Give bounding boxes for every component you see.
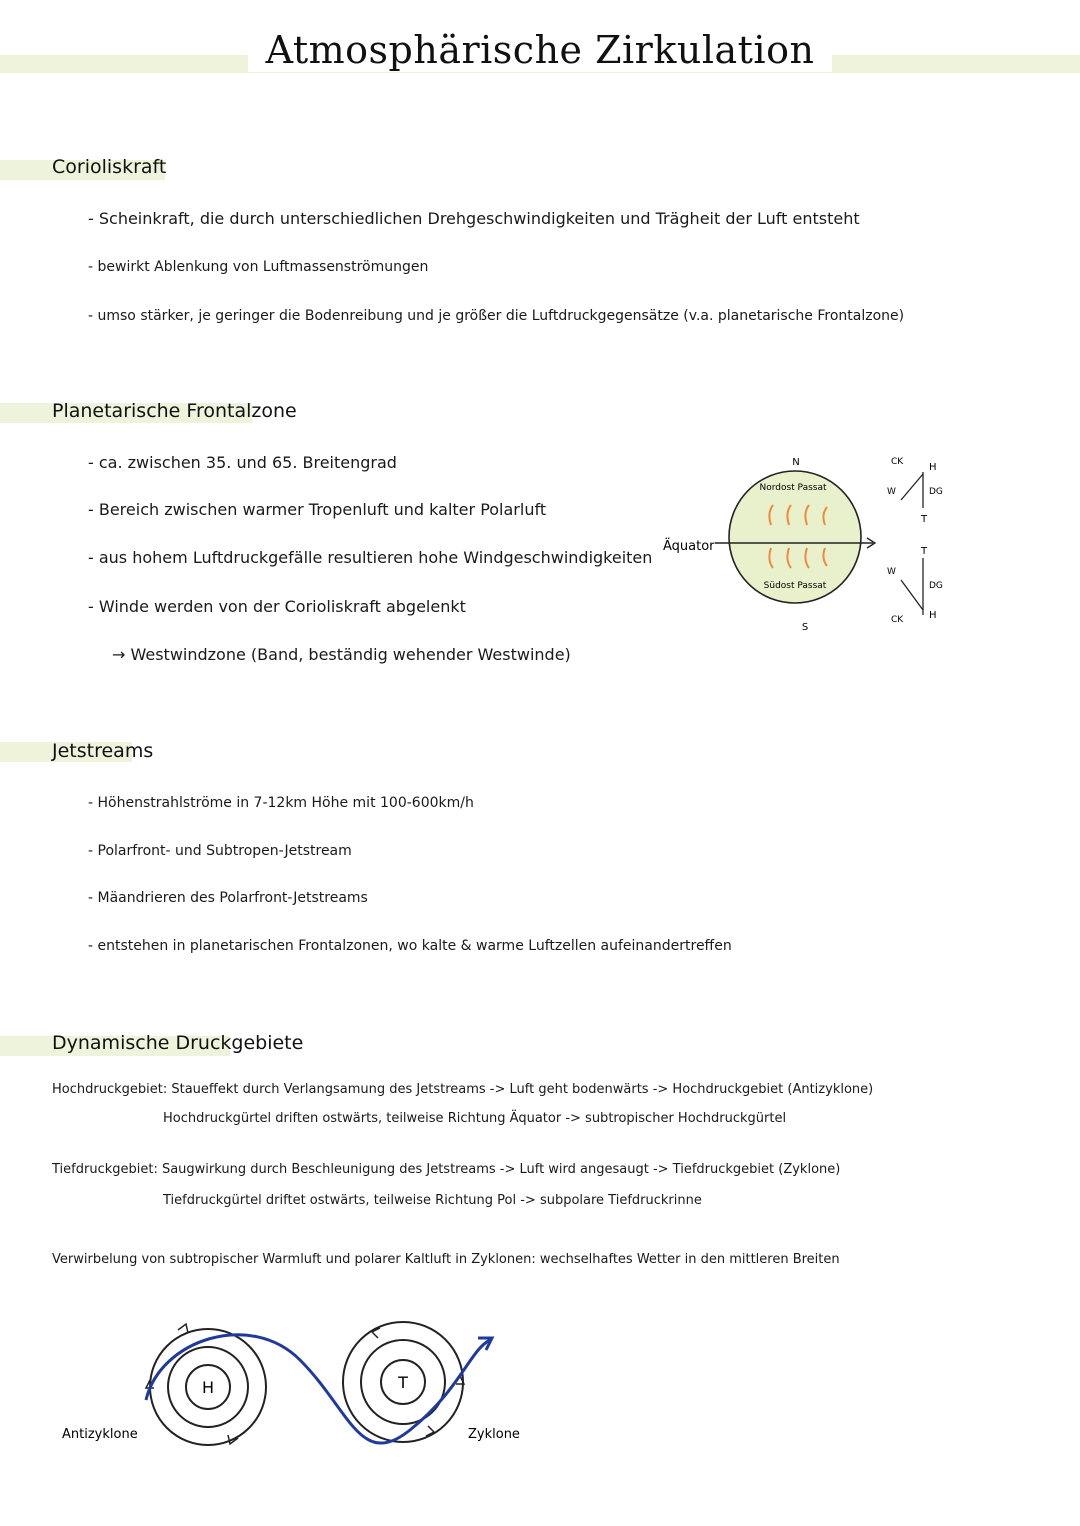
high-pressure-line-1: Hochdruckgebiet: Staueffekt durch Verlangsamung des Jetstreams -> Luft geht bodenwärts -> Hochdruckgebiet (Antizyklone) (52, 1082, 874, 1097)
coriolis-bullet-2: - bewirkt Ablenkung von Luftmassenströmungen (88, 259, 429, 275)
low-pressure-line-1: Tiefdruckgebiet: Saugwirkung durch Beschleunigung des Jetstreams -> Luft wird angesaugt -> Tiefdruckgebiet (Zyklone) (52, 1162, 841, 1177)
heading-jetstreams: Jetstreams (52, 740, 154, 762)
ck-label-top: CK (891, 457, 904, 467)
w-label-top: W (887, 487, 896, 497)
north-east-trade-label: Nordost Passat (759, 483, 827, 493)
ck-vector-top (901, 474, 923, 500)
pressure-systems-diagram (50, 1320, 570, 1470)
summary-line: Verwirbelung von subtropischer Warmluft und polarer Kaltluft in Zyklonen: wechselhaftes Wetter in den mittleren Breiten (52, 1252, 840, 1267)
coriolis-bullet-1: - Scheinkraft, die durch unterschiedlichen Drehgeschwindigkeiten und Trägheit der Luft entsteht (88, 209, 860, 228)
coriolis-bullet-3: - umso stärker, je geringer die Bodenreibung und je größer die Luftdruckgegensätze (v.a. planetarische Frontalzone) (88, 308, 905, 324)
low-pressure-symbol: T (398, 1373, 408, 1392)
page-title: Atmosphärische Zirkulation (0, 28, 1080, 72)
anticyclone-label: Antizyklone (62, 1427, 138, 1442)
dg-label-top: DG (929, 487, 943, 497)
frontalzone-bullet-4: - Winde werden von der Corioliskraft abgelenkt (88, 597, 466, 616)
trade-winds-diagram (655, 450, 955, 640)
h-label-bottom: H (929, 610, 937, 621)
ck-label-bottom: CK (891, 615, 904, 625)
globe-north-label: N (792, 457, 800, 468)
high-pressure-symbol: H (201, 1378, 215, 1397)
frontalzone-bullet-3: - aus hohem Luftdruckgefälle resultieren hohe Windgeschwindigkeiten (88, 548, 653, 567)
heading-frontalzone: Planetarische Frontalzone (52, 400, 297, 422)
jetstreams-bullet-1: - Höhenstrahlströme in 7-12km Höhe mit 100-600km/h (88, 795, 474, 811)
jetstreams-bullet-2: - Polarfront- und Subtropen-Jetstream (88, 843, 352, 859)
cyclone-label: Zyklone (468, 1427, 520, 1442)
globe-south-label: S (801, 622, 809, 633)
jetstreams-bullet-4: - entstehen in planetarischen Frontalzonen, wo kalte & warme Luftzellen aufeinandertreffen (88, 938, 732, 954)
high-pressure-line-2: Hochdruckgürtel driften ostwärts, teilweise Richtung Äquator -> subtropischer Hochdruckgürtel (163, 1111, 787, 1126)
h-label-top: H (929, 462, 937, 473)
jetstream-wave (146, 1335, 490, 1443)
jetstreams-bullet-3: - Mäandrieren des Polarfront-Jetstreams (88, 890, 368, 906)
dg-label-bottom: DG (929, 581, 943, 591)
heading-corioliskraft: Corioliskraft (52, 156, 167, 178)
equator-label: Äquator (663, 539, 715, 554)
south-east-trade-label: Südost Passat (763, 581, 827, 591)
heading-dynamische-druckgebiete: Dynamische Druckgebiete (52, 1032, 304, 1054)
low-pressure-line-2: Tiefdruckgürtel driftet ostwärts, teilweise Richtung Pol -> subpolare Tiefdruckrinne (163, 1193, 702, 1208)
frontalzone-bullet-1: - ca. zwischen 35. und 65. Breitengrad (88, 453, 397, 472)
frontalzone-conclusion: → Westwindzone (Band, beständig wehender Westwinde) (112, 645, 571, 664)
ck-vector-bottom (901, 580, 923, 610)
frontalzone-bullet-2: - Bereich zwischen warmer Tropenluft und kalter Polarluft (88, 500, 547, 519)
t-label-bottom: T (921, 546, 928, 557)
w-label-bottom: W (887, 567, 896, 577)
t-label-top: T (921, 514, 928, 525)
